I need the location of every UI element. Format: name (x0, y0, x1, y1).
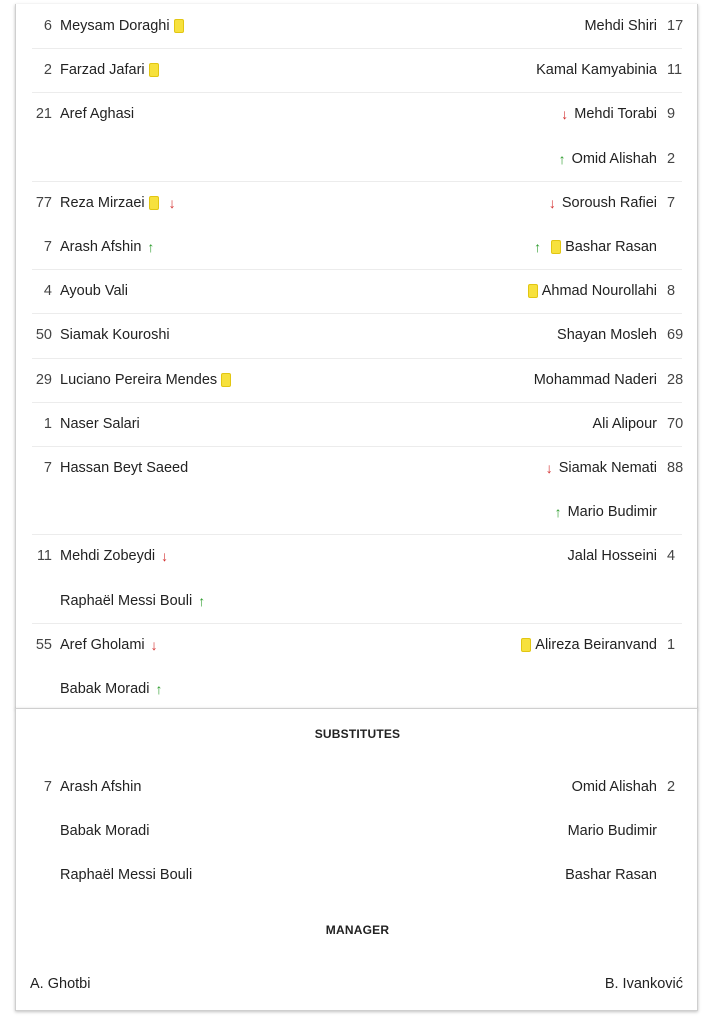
home-player (16, 137, 60, 181)
away-player-name: Mehdi Shiri (584, 18, 657, 34)
home-player-number: 7 (43, 239, 52, 255)
lineup-row (16, 490, 699, 534)
substitute-row (16, 765, 699, 809)
away-player (657, 579, 699, 623)
away-player (540, 446, 699, 490)
yellow-card-icon (174, 19, 184, 33)
sub-off-arrow-icon: ↓ (561, 106, 569, 122)
home-player (16, 181, 182, 225)
lineup-row (16, 446, 699, 490)
home-player-name: Arash Afshin (60, 239, 142, 255)
home-player (16, 402, 140, 446)
home-player-name: Naser Salari (60, 416, 140, 432)
away-player (572, 765, 699, 809)
home-player (16, 853, 192, 897)
away-player (568, 809, 699, 853)
away-player-number: 69 (667, 327, 684, 343)
home-player-number: 2 (43, 62, 52, 78)
lineup-row (16, 92, 699, 136)
home-player (16, 534, 174, 578)
away-player-name: Jalal Hosseini (567, 548, 657, 564)
home-player (16, 446, 188, 490)
lineup-row (16, 4, 699, 48)
away-player (557, 313, 699, 357)
home-player (16, 490, 60, 534)
away-player-name: Siamak Nemati (558, 460, 657, 476)
away-player-number: 2 (667, 779, 676, 795)
away-player-number: 88 (667, 460, 684, 476)
away-player-name: Alireza Beiranvand (535, 637, 657, 653)
home-player (16, 765, 141, 809)
away-player-name: Shayan Mosleh (557, 327, 657, 343)
away-player (534, 358, 699, 402)
away-player (657, 667, 699, 711)
lineup-row (16, 181, 699, 225)
manager-title: MANAGER (325, 923, 390, 937)
lineup-row (16, 225, 699, 269)
away-player (555, 92, 699, 136)
sub-on-arrow-icon: ↑ (534, 239, 542, 255)
sub-on-arrow-icon: ↑ (554, 504, 562, 520)
home-player (16, 269, 128, 313)
away-player-name: Mohammad Naderi (533, 372, 657, 388)
sub-off-arrow-icon: ↓ (548, 195, 556, 211)
sub-on-arrow-icon: ↑ (558, 151, 566, 167)
away-player-number: 28 (667, 372, 684, 388)
home-player (16, 809, 149, 853)
sub-on-arrow-icon: ↑ (155, 681, 163, 697)
away-player-name: Omid Alishah (571, 779, 657, 795)
home-player (16, 225, 160, 269)
away-player-number: 7 (667, 195, 676, 211)
home-player-number: 21 (35, 106, 52, 122)
home-player (16, 623, 164, 667)
home-player-name: Farzad Jafari (60, 62, 145, 78)
home-player-number: 1 (43, 416, 52, 432)
away-player (549, 490, 699, 534)
away-player (536, 48, 699, 92)
substitutes-card (15, 708, 698, 1011)
away-player-number: 70 (667, 416, 684, 432)
sub-on-arrow-icon: ↑ (198, 593, 206, 609)
home-player-number: 29 (35, 372, 52, 388)
yellow-card-icon (521, 638, 531, 652)
lineup-row (16, 313, 699, 357)
home-player (16, 48, 163, 92)
away-player-number: 2 (667, 151, 676, 167)
home-player-number: 55 (35, 637, 52, 653)
home-player-number: 7 (43, 460, 52, 476)
lineup-row (16, 402, 699, 446)
away-player (565, 853, 699, 897)
home-manager: A. Ghotbi (30, 976, 91, 992)
yellow-card-icon (528, 284, 538, 298)
home-player-number: 11 (36, 548, 52, 564)
home-player-number: 50 (35, 327, 52, 343)
home-player-name: Babak Moradi (60, 823, 150, 839)
lineup-card (15, 4, 698, 709)
away-manager: B. Ivanković (604, 976, 683, 992)
home-player-name: Mehdi Zobeydi (60, 548, 156, 564)
away-player (543, 181, 699, 225)
away-player-number: 9 (667, 106, 676, 122)
home-player-name: Raphaël Messi Bouli (60, 867, 193, 883)
away-player-name: Mehdi Torabi (574, 106, 657, 122)
away-player (517, 623, 699, 667)
home-player-number: 6 (43, 18, 52, 34)
lineup-row (16, 358, 699, 402)
away-player-name: Mario Budimir (567, 504, 657, 520)
away-player-name: Bashar Rasan (565, 867, 657, 883)
away-player-name: Omid Alishah (571, 151, 657, 167)
away-player (593, 402, 699, 446)
lineup-row (16, 623, 699, 667)
away-player (524, 269, 699, 313)
home-player-name: Aref Aghasi (60, 106, 135, 122)
home-player (16, 92, 134, 136)
substitutes-title: SUBSTITUTES (314, 727, 401, 741)
lineup-row (16, 667, 699, 711)
away-player-name: Ali Alipour (592, 416, 657, 432)
home-player-name: Ayoub Vali (60, 283, 128, 299)
sub-off-arrow-icon: ↓ (161, 548, 169, 564)
yellow-card-icon (149, 63, 159, 77)
lineup-row (16, 534, 699, 578)
home-player-name: Meysam Doraghi (60, 18, 170, 34)
away-player-name: Kamal Kamyabinia (536, 62, 657, 78)
away-player-name: Bashar Rasan (565, 239, 657, 255)
home-player (16, 313, 170, 357)
away-player (568, 534, 699, 578)
sub-off-arrow-icon: ↓ (545, 460, 553, 476)
home-player-name: Luciano Pereira Mendes (60, 372, 218, 388)
home-player-number: 4 (43, 283, 52, 299)
home-player-name: Arash Afshin (60, 779, 142, 795)
away-player-number: 4 (667, 548, 676, 564)
lineup-row (16, 137, 699, 181)
away-player-number: 17 (667, 18, 684, 34)
away-player (528, 225, 699, 269)
lineup-row (16, 269, 699, 313)
home-player (16, 579, 211, 623)
home-player-name: Aref Gholami (60, 637, 145, 653)
substitute-row (16, 853, 699, 897)
home-player-name: Siamak Kouroshi (60, 327, 170, 343)
home-player (16, 358, 235, 402)
away-player-number: 11 (667, 62, 683, 78)
sub-off-arrow-icon: ↓ (168, 195, 176, 211)
home-player-name: Hassan Beyt Saeed (60, 460, 189, 476)
home-player (16, 667, 168, 711)
substitute-row (16, 809, 699, 853)
yellow-card-icon (551, 240, 561, 254)
away-player-name: Ahmad Nourollahi (541, 283, 657, 299)
yellow-card-icon (149, 196, 159, 210)
home-player-number: 77 (35, 195, 52, 211)
home-player-name: Raphaël Messi Bouli (60, 593, 193, 609)
home-player (16, 4, 188, 48)
sub-off-arrow-icon: ↓ (150, 637, 158, 653)
home-player-name: Babak Moradi (60, 681, 150, 697)
home-player-number: 7 (43, 779, 52, 795)
away-player (553, 137, 699, 181)
sub-on-arrow-icon: ↑ (147, 239, 155, 255)
yellow-card-icon (221, 373, 231, 387)
away-player-number: 1 (667, 637, 676, 653)
lineup-row (16, 48, 699, 92)
home-player-name: Reza Mirzaei (60, 195, 145, 211)
away-player (584, 4, 699, 48)
away-player-name: Mario Budimir (567, 823, 657, 839)
away-player-number: 8 (667, 283, 676, 299)
lineup-row (16, 579, 699, 623)
away-player-name: Soroush Rafiei (561, 195, 657, 211)
